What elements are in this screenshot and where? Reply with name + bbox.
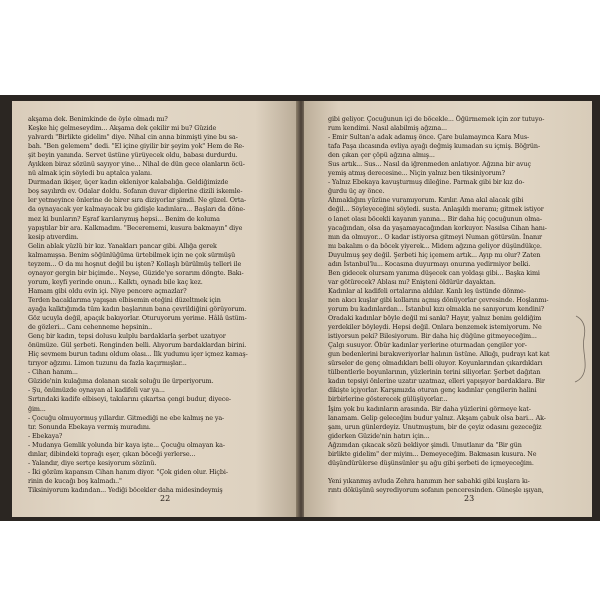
left-page-text-line: - Mudanya Gemlik yolunda bir kaya işte... Çocuğu olmayan ka- — [28, 440, 225, 449]
left-page-text-line: tır. Sonunda Ebekaya vermiş muradını. — [28, 422, 151, 431]
right-page-text-line: gibi geliyor. Çocuğunun içi de böcekle... Öğürmemek için zor tutuyo- — [328, 115, 545, 123]
left-page-text-line: akşama dek. Benimkinde de öyle olmadı mı? — [28, 115, 168, 123]
left-page-text-line: Hiç sevmem burun tadını oldum olası... İlk yudumu içer içmez kamaş- — [28, 350, 248, 359]
left-page-text-line: kalmamışsa. Benim söğünlüğüma ürtebilmek için ne çok sürmüşü — [28, 250, 236, 259]
right-page-text-line: yacağından, olsa da yaşamayacağından korkuyor. Nasılsa Cihan hanı- — [328, 223, 547, 232]
right-page-text-line: o lanet olası böcekli kayanın yanına... Bir daha hiç çocuğunun olma- — [328, 214, 542, 223]
right-page-text-line: rıntı döküşünü seyrediyorum sofanın penceresinden. Güneşle ışıyan, — [328, 485, 544, 494]
left-page-text-line: - Çocuğu olmuyormuş yıllardır. Gitmediği ne ebe kalmış ne ya- — [28, 413, 225, 422]
right-page-text-line: değil... Söyleyeceğini söyledi. susta. Anlaşıldı meramı; gitmek istiyor — [328, 205, 544, 214]
right-page-text-line: İşim yok bu kadınların arasında. Bir daha yüzlerini görmeye kat- — [328, 404, 531, 413]
left-page-text-line: mez ki bunların? Eşraf karılarıymış hepsi... Benim de koluma — [28, 214, 220, 223]
left-page-text-line: - İki gözüm kapansın Cihan hanım diyor. "Çok giden olur. Hiçbi- — [28, 467, 228, 476]
left-page-text-line: Gelin ablak yüzlü bir kız. Yanakları pancar gibi. Allığa gerek — [28, 241, 217, 250]
right-page-text-line: dikişte içiyorlar. Karşımızda oturan genç kadınlar çengilerin halini — [328, 386, 537, 395]
left-page-text-line: tırıyor ağzımı. Limon tuzunu da fazla kaçırmışlar... — [28, 359, 187, 368]
left-page-text-line: da oynayacak yer kalmayacak bu gidişle kadınlara... Başları da döne- — [28, 205, 246, 214]
right-page-text-line: - Yalnız Ebekaya kavuşturmuş dileğine. Parmak gibi bir kız do- — [328, 178, 525, 187]
right-page-text-line: var götürecek? Ablası mı? Enişteni öldürür dayaktan. — [328, 277, 496, 286]
right-page-text-line: gun bedenlerini bırakıveriyorlar halının üstüne. Alkığı, pudrayı kat kat — [328, 350, 550, 359]
right-page — [304, 101, 592, 517]
left-page-text-line: Genç bir kadın, tepsi dolusu kulplu bardaklarla şerbet uzatıyor — [28, 332, 226, 341]
left-page-text-line: - Yalandır, diye sertçe kesiyorum sözünü. — [28, 458, 157, 467]
left-page-text-line: ler yetmeyince önlerine de birer sıra diziyorlar şimdi. Ne güzel. Orta- — [28, 196, 247, 205]
right-page-text-line: den çıkan çer çöpü ağzına almış... — [328, 151, 435, 160]
left-page-text — [28, 115, 286, 495]
left-page-text-line: kesip atıverdim. — [28, 232, 79, 241]
right-page-text-line: mın da olmuyor... O kadar istiyorsa gitmeyi Numan götürsün. İnanır — [328, 232, 542, 241]
right-page-number: 23 — [464, 494, 475, 503]
right-page-text-line: Ben gidecek olursam yanıma düşecek can yoldaşı gibi... Başka kimi — [328, 268, 540, 277]
left-page-text-line: önümüze. Gül şerbeti. Renginden belli. Alıyorum bardaklardan birini. — [28, 341, 247, 350]
left-page-text-line: nü almak için söyledi bu aptalca yalanı. — [28, 169, 152, 178]
left-page — [12, 101, 298, 517]
right-page-text-line: sürseler de genç olmadıkları belli oluyor. Koyunlarından çıkardıkları — [328, 359, 543, 368]
left-page-number: 22 — [160, 494, 171, 503]
right-page-text-line: şam, urun günlerdeyiz. Unutmuştum, bir de çeyiz odasını gezeceğiz — [328, 422, 542, 431]
right-page-text-line: düşündürülerse düşünsünler şu ağu gibi şerbeti de içmeyeceğim. — [328, 458, 534, 467]
left-page-text-line: Terden bacaklarıma yapışan elbisemin eteğini düzeltmek için — [28, 295, 221, 304]
right-page-text-line: tafa Paşa ılıcasında evliya ayağı değmiş kumadan su içmiş. Böğrün- — [328, 142, 541, 151]
left-page-text-line: dınlar, dibindeki toprağı eşer, çıkan böceği yerlerse... — [28, 449, 196, 458]
left-page-text-line: Sırtındaki kadife elbiseyi, takılarını çıkartsa çengi budur, diyece- — [28, 395, 231, 404]
right-page-text-line: birlikte gidelim" der miyim... Demeyeceğim. Bakmasın kusura. Ne — [328, 449, 537, 458]
right-page-text-line — [328, 468, 580, 477]
left-page-text-line: Keşke hiç gelmeseydim... Akşama dek çekilir mi bu? Güzide — [28, 124, 217, 133]
left-page-text-line: Durmadan ikişer, üçer kadın ekleniyor kalabalığa. Geldiğimizde — [28, 178, 229, 187]
left-page-text-line: Tiksiniyorum kadından... Yediği böcekler daha midesindeymiş — [28, 485, 223, 494]
left-page-text-line: Hamam gibi oldu evin içi. Niye pencere açmazlar? — [28, 286, 187, 295]
right-page-text-line: mı bakalım o da böcek yiyerek... Midem ağzına geliyor düşündükçe. — [328, 241, 542, 250]
right-page-text-line: rum kendimi. Nasıl alabilmiş ağzına... — [328, 124, 447, 133]
left-page-text-line: ğim... — [28, 404, 46, 413]
right-page-text-line: yorum bu kadınlardan... İstanbul kızı olmakla ne sanıyorum kendini? — [328, 304, 545, 313]
right-page-text-line: Ahmaklığım yüzüne vuramıyorum. Kırılır. Ama akıl alacak gibi — [328, 196, 524, 205]
left-page-text-line: - Şu, önümüzde oynayan al kadifeli var ya... — [28, 386, 165, 395]
left-page-text-line: yapıştılar bir ara. Kalkmadım. "Becerememi, kusura bakmayın" diye — [28, 223, 243, 232]
right-page-text-line: Çalgı susuyor. Öbür kadınlar yerlerine oturmadan çengiler yor- — [328, 341, 527, 350]
right-page-text-line: nen akıcı kuşlar gibi kollarını açmış dönüyorlar çevresinde. Hoşlanmı- — [328, 295, 549, 304]
right-page-text-line: yerdekiler böyleydi. Hepsi değil. Onlara benzemek istemiyorum. Ne — [328, 323, 542, 332]
left-page-text-line: oynayor gergin bir biçimde.. Neyse, Güzide'ye sorarım döngte. Bakı- — [28, 268, 244, 277]
right-page-text-line: istiyorsun peki? Bilesiyorum. Bir daha hiç düğüne gitmeyeceğim... — [328, 332, 537, 341]
left-page-text-line: bah. "Ben gelemem" dedi. "El içine giyilir bir şeyim yok" Hem de Re- — [28, 142, 245, 151]
left-page-text-line: - Cihan hanım... — [28, 368, 78, 377]
right-page-text-line: Sus artık... Sus... Nasıl da iğrenmeden anlatıyor. Ağzına bir avuç — [328, 160, 531, 169]
right-page-text-line: - Emir Sultan'a adak adamış önce. Çare bulamayınca Kara Mus- — [328, 133, 530, 142]
book-spread — [0, 95, 600, 521]
left-page-text-line: Ayıkken biraz sözünü sayıyor yine... Nihal de dün gece olanların öcü- — [28, 160, 245, 169]
right-page-text-line: adın İstanbul'lu... Kocasına duyurmayı onurına yedirmiyor belki. — [328, 259, 531, 268]
right-page-text — [328, 115, 580, 495]
left-page-text-line: boş sayılırdı ev. Odalar doldu. Sofanın duvar diplerine dizili iskemle- — [28, 187, 243, 196]
right-page-text-line: Kadınlar al kadifeli ortalarına aldılar. Kanlı leş üstünde dönme- — [328, 286, 526, 295]
right-page-text-line: lanamam. Gelip geleceğim budur yalnız. Akşam çabuk olsa bari... Ak- — [328, 413, 546, 422]
right-page-text-line: Yeni yıkanmış avluda Zehra hanımın her sabahki gibi kuşlara kı- — [328, 476, 530, 485]
left-page-text-line: yorum, keyfi yerinde onun... Kalktı, oynadı bile kaç kez. — [28, 277, 203, 286]
left-page-text-line: yalvardı "Birlikte gidelim" diye. Nihal cin anna binmişti yine bu sa- — [28, 133, 238, 142]
right-page-text-line: kadın tepsiyi önlerine uzatır uzatmaz, elleri yapışıyor bardaklara. Bir — [328, 377, 545, 386]
right-page-text-line: Duyulmuş şey değil. Şerbeti hiç içemem artık... Ayıp mı olur? Zaten — [328, 250, 541, 259]
left-page-text-line: teyzem... O da mı hoşnut değil bu işten? Kollaşlı bürülmüş telleri ile — [28, 259, 242, 268]
right-page-text-line: Ağzımdan çıkacak sözü bekliyor şimdi. Umutlanır da "Bir gün — [328, 440, 522, 449]
left-page-text-line: şit beyin yanında. Servet üstüne yürüyecek oldu, babası durdurdu. — [28, 151, 238, 160]
right-page-text-line: birbirlerine gösterecek gülüşüyorlar... — [328, 395, 448, 404]
left-page-text-line: Göz ucuyla değil, apaçık bakıyorlar. Oturuyorum yerime. Hâlâ üstüm- — [28, 314, 247, 323]
left-page-text-line: Güzide'nin kulağıma dolanan sıcak soluğu ile ürperiyorum. — [28, 377, 214, 386]
right-page-text-line: ğurdu üç ay önce. — [328, 187, 385, 196]
right-page-text-line: yemiş atmış derecesine... Niçin yalnız ben tiksiniyorum? — [328, 169, 505, 178]
left-page-text-line: - Ebekaya? — [28, 431, 63, 440]
left-page-text-line: ayağa kalktığımda tüm kadın başlarının bana çevrildiğini görüyorum. — [28, 304, 247, 313]
right-page-text-line: tülbentlerle boyunlarının, yüzlerinin terini siliyorlar. Şerbet dağıtan — [328, 368, 541, 377]
left-page-text-line: de gözleri... Canı cehenneme hepsinin.. — [28, 323, 153, 332]
right-page-text-line: giderken Güzide'nin hatırı için... — [328, 431, 430, 440]
right-page-text-line: Oradaki kadınlar böyle değil mi sankı? Hayır, yalnız benim geldiğim — [328, 314, 542, 323]
left-page-text-line: rinin de kucağı boş kalmadı.." — [28, 476, 122, 485]
